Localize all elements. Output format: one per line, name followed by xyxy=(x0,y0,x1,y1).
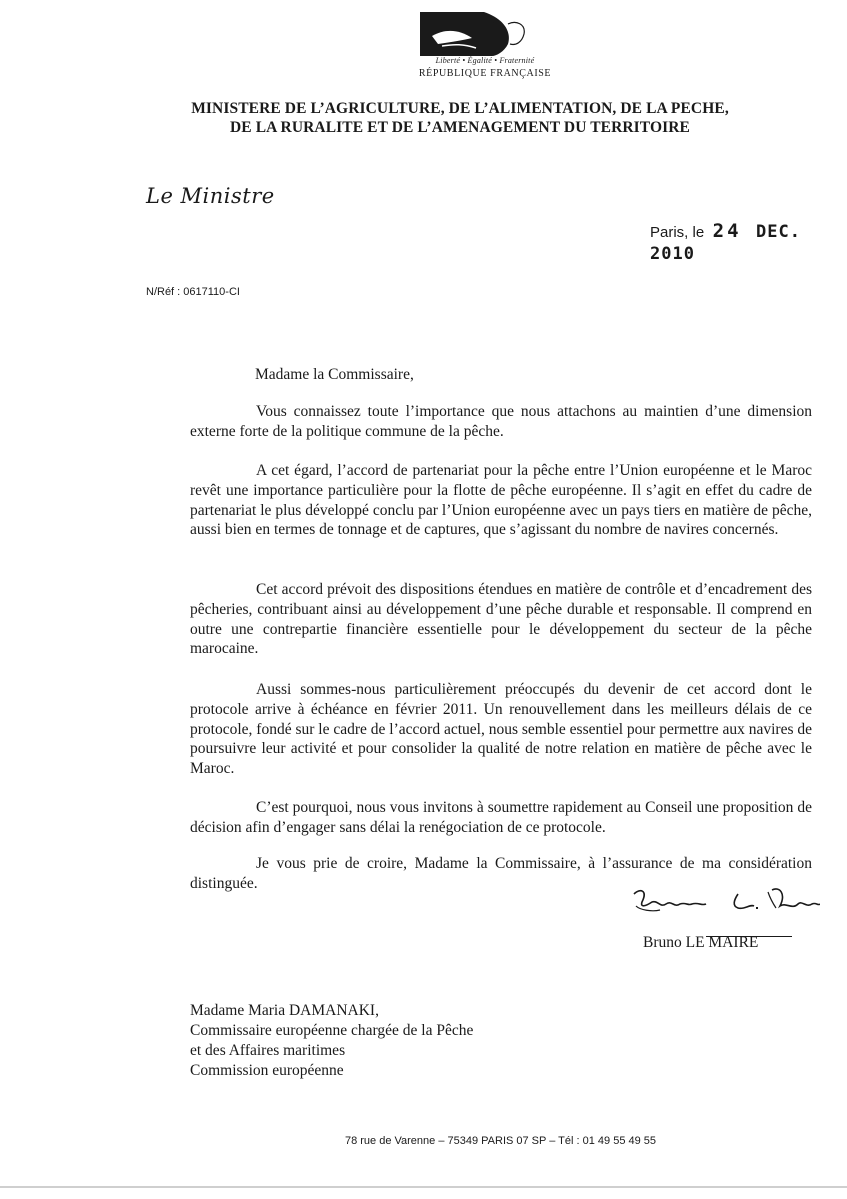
body-paragraph: Cet accord prévoit des dispositions étendues en matière de contrôle et d’encadrement des pêcheries, contribuant ainsi au développement d’une pêche durable et responsable. Il comprend en outre une contrepartie financière essentielle pour le développement du secteur de la pêche marocaine. xyxy=(190,581,812,658)
handwritten-signature xyxy=(630,880,820,930)
recipient-title-line2: et des Affaires maritimes xyxy=(190,1042,346,1059)
republic-motto: Liberté • Égalité • Fraternité xyxy=(435,56,535,65)
ministry-name-line2: DE LA RURALITE ET DE L’AMENAGEMENT DU TERRITOIRE xyxy=(229,119,690,136)
ministry-name-line1: MINISTERE DE L’AGRICULTURE, DE L’ALIMENTATION, DE LA PECHE, xyxy=(191,100,729,117)
body-paragraph: Aussi sommes-nous particulièrement préoccupés du devenir de cet accord dont le protocole arrive à échéance en février 2011. Un renouvellement dans les meilleurs délais de ce protocole, fondé sur le cadre de l’accord actuel, nous semble essentiel pour permettre aux navires de poursuivre leur activité et pour consolider la qualité de notre relation en matière de pêche avec le Maroc. xyxy=(190,681,812,778)
body-paragraph: A cet égard, l’accord de partenariat pour la pêche entre l’Union européenne et le Maroc revêt une importance particulière pour la flotte de pêche européenne. Il s’agit en effet du cadre de partenariat le plus développé conclu par l’Union européenne avec un pays tiers en matière de pêche, aussi bien en termes de tonnage et de captures, que s’agissant du nombre de navires concernés. xyxy=(190,462,812,539)
republic-name: RÉPUBLIQUE FRANÇAISE xyxy=(418,68,552,79)
recipient-organization: Commission européenne xyxy=(190,1062,344,1079)
reference-number: N/Réf : 0617110-CI xyxy=(146,286,240,298)
date-day: 24 xyxy=(712,220,742,242)
recipient-name: Madame Maria DAMANAKI, xyxy=(190,1002,379,1019)
footer-address: 78 rue de Varenne – 75349 PARIS 07 SP – Tél : 01 49 55 49 55 xyxy=(344,1135,657,1147)
scan-edge-line xyxy=(0,1186,847,1188)
signer-name: Bruno LE MAIRE xyxy=(643,934,759,951)
date-line xyxy=(650,220,847,264)
body-paragraph: Vous connaissez toute l’importance que nous attachons au maintien d’une dimension externe forte de la politique commune de la pêche. xyxy=(190,403,812,440)
marianne-emblem-icon xyxy=(412,10,558,60)
recipient-title-line1: Commissaire européenne chargée de la Pêche xyxy=(190,1022,474,1039)
closing-paragraph: Je vous prie de croire, Madame la Commissaire, à l’assurance de ma considération distinguée. xyxy=(190,855,812,892)
date-month-year: DEC. 2010 xyxy=(650,222,801,264)
body-paragraph: C’est pourquoi, nous vous invitons à soumettre rapidement au Conseil une proposition de décision afin d’engager sans délai la renégociation de ce protocole. xyxy=(190,799,812,836)
date-prefix: Paris, le xyxy=(650,224,705,241)
salutation: Madame la Commissaire, xyxy=(255,366,414,383)
minister-title: Le Ministre xyxy=(146,184,275,208)
